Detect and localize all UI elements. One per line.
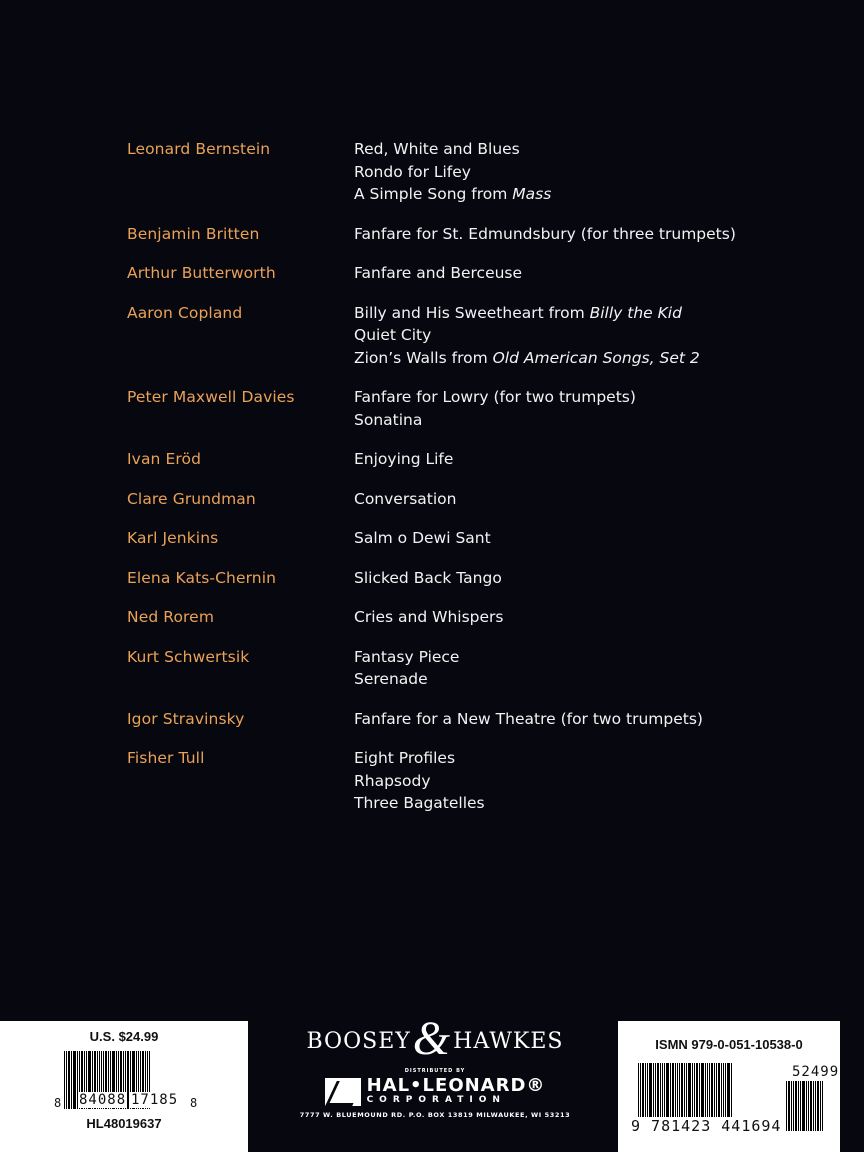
- work-title: [354, 386, 787, 409]
- composer-entry: [127, 747, 787, 815]
- work-title: [354, 747, 787, 770]
- work-title: [354, 409, 787, 432]
- work-title-text: Serenade: [354, 670, 428, 688]
- composer-name: Fisher Tull: [127, 749, 205, 767]
- works-list: [354, 262, 787, 285]
- product-code: HL48019637: [86, 1116, 162, 1131]
- price-addon-digits: 52499: [792, 1064, 840, 1080]
- work-title-text: Eight Profiles: [354, 749, 456, 767]
- work-title: [354, 324, 787, 347]
- work-title-text: Cries and Whispers: [354, 608, 504, 626]
- work-title: [354, 488, 787, 511]
- publisher-logo: [290, 1012, 580, 1119]
- composer-entry: [127, 138, 787, 206]
- composer-entry: [127, 262, 787, 285]
- work-title: [354, 527, 787, 550]
- composer-entry: [127, 448, 787, 471]
- works-list: [354, 448, 787, 471]
- work-title-text: Conversation: [354, 489, 457, 508]
- works-list: [354, 386, 787, 431]
- work-title: [354, 347, 787, 370]
- composer-name: Clare Grundman: [127, 489, 256, 508]
- composer-entry: [127, 567, 787, 590]
- work-title-text: Quiet City: [354, 326, 432, 344]
- price-label: U.S. $24.99: [89, 1029, 159, 1044]
- work-title-text: Red, White and Blues: [354, 140, 520, 158]
- work-title: [354, 223, 787, 246]
- upc-right-digit: 8: [190, 1096, 198, 1110]
- work-title-text: Fanfare for a New Theatre (for two trumpets): [354, 709, 703, 728]
- work-title-text: Zion’s Walls from: [354, 348, 493, 367]
- composer-name: Igor Stravinsky: [127, 709, 245, 728]
- composer-name: Elena Kats-Chernin: [127, 568, 277, 587]
- work-title-text: Rhapsody: [354, 771, 431, 790]
- works-list: [354, 646, 787, 691]
- work-title-text: Fanfare and Berceuse: [354, 264, 523, 282]
- work-title: [354, 302, 787, 325]
- work-title: [354, 183, 787, 206]
- work-title-text: Fanfare for St. Edmundsbury (for three trumpets): [354, 224, 736, 243]
- price-barcode-box: [0, 1021, 248, 1152]
- distributor-corporation: CORPORATION: [366, 1095, 506, 1105]
- composer-name: Benjamin Britten: [127, 224, 260, 243]
- work-title: [354, 770, 787, 793]
- work-title-text: Slicked Back Tango: [354, 568, 502, 587]
- work-title-text: A Simple Song from: [354, 185, 513, 203]
- works-list: [354, 708, 787, 731]
- distributor-address: 7777 W. BLUEMOUND RD. P.O. BOX 13819 MILWAUKEE, WI 53213: [299, 1111, 571, 1119]
- works-list: [354, 223, 787, 246]
- upc-left-digit: 8: [54, 1096, 62, 1110]
- composer-name: Ivan Eröd: [127, 450, 202, 468]
- works-list: [354, 138, 787, 206]
- work-title: [354, 792, 787, 815]
- composer-entry: [127, 606, 787, 629]
- works-list: [354, 747, 787, 815]
- composer-name: Arthur Butterworth: [127, 264, 276, 282]
- work-title: [354, 668, 787, 691]
- work-title: [354, 567, 787, 590]
- work-source-title: Mass: [512, 185, 552, 203]
- composer-name: Ned Rorem: [127, 608, 215, 626]
- work-title: [354, 448, 787, 471]
- works-list: [354, 488, 787, 511]
- hawkes-text: HAWKES: [453, 1028, 564, 1054]
- composer-entry: [127, 302, 787, 370]
- work-title-text: Salm o Dewi Sant: [354, 529, 491, 547]
- work-title: [354, 161, 787, 184]
- composer-name: Peter Maxwell Davies: [127, 388, 295, 406]
- boosey-text: BOOSEY: [306, 1028, 411, 1054]
- composer-name: Leonard Bernstein: [127, 140, 271, 158]
- composer-entry: [127, 386, 787, 431]
- work-title-text: Billy and His Sweetheart from: [354, 303, 590, 322]
- work-title-text: Fanfare for Lowry (for two trumpets): [354, 388, 636, 406]
- hal-leonard-logo: [290, 1077, 580, 1106]
- work-title: [354, 708, 787, 731]
- composer-entry: [127, 646, 787, 691]
- composer-name: Kurt Schwertsik: [127, 647, 250, 666]
- hal-leonard-mark-icon: [325, 1078, 361, 1106]
- composer-entry: [127, 223, 787, 246]
- upc-group-2: 17185: [131, 1092, 179, 1108]
- distributed-by-label: DISTRIBUTED BY: [404, 1068, 466, 1074]
- ismn-label: ISMN 979-0-051-10538-0: [655, 1037, 803, 1052]
- work-title: [354, 138, 787, 161]
- work-title-text: Sonatina: [354, 410, 423, 429]
- isbn-barcode-box: [618, 1021, 840, 1152]
- boosey-hawkes-logo: [290, 1012, 580, 1065]
- works-list: [354, 527, 787, 550]
- work-title-text: Rondo for Lifey: [354, 162, 471, 181]
- work-title: [354, 606, 787, 629]
- work-title-text: Three Bagatelles: [354, 794, 485, 812]
- work-title: [354, 262, 787, 285]
- composer-name: Aaron Copland: [127, 303, 243, 322]
- composer-entry: [127, 488, 787, 511]
- isbn-digits: 9 781423 441694: [631, 1117, 782, 1135]
- work-title-text: Enjoying Life: [354, 450, 454, 468]
- price-addon-barcode: [786, 1081, 824, 1131]
- distributor-name: HAL•LEONARD®: [366, 1075, 546, 1096]
- contents-list: [127, 138, 787, 832]
- works-list: [354, 567, 787, 590]
- composer-name: Karl Jenkins: [127, 529, 219, 547]
- works-list: [354, 606, 787, 629]
- work-source-title: Billy the Kid: [589, 303, 682, 322]
- works-list: [354, 302, 787, 370]
- work-title-text: Fantasy Piece: [354, 647, 460, 666]
- composer-entry: [127, 527, 787, 550]
- work-source-title: Old American Songs, Set 2: [492, 348, 700, 367]
- ampersand-glyph: &: [412, 1012, 452, 1065]
- work-title: [354, 646, 787, 669]
- composer-entry: [127, 708, 787, 731]
- upc-group-1: 84088: [79, 1092, 127, 1108]
